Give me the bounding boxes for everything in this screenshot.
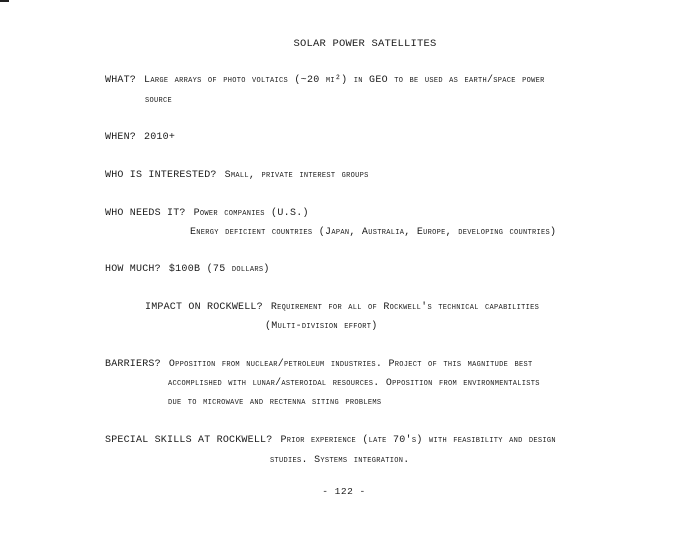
who-interested-value: Small, private interest groups [224, 170, 369, 181]
who-needs-label: WHO NEEDS IT? [105, 208, 186, 219]
special-skills-row [105, 435, 556, 447]
barriers-line-2: accomplished with lunar/asteroidal resources. Opposition from environmentalists [168, 378, 540, 389]
special-skills-label: SPECIAL SKILLS AT ROCKWELL? [105, 435, 273, 446]
how-much-label: HOW MUCH? [105, 264, 161, 275]
when-label: WHEN? [105, 132, 137, 143]
who-interested-row [105, 170, 369, 182]
barriers-label: BARRIERS? [105, 359, 161, 370]
how-much-value: $100B (75 dollars) [168, 264, 270, 275]
what-text-line-2: source [145, 95, 173, 106]
how-much-row [105, 264, 270, 276]
barriers-row [105, 359, 532, 371]
what-row [105, 75, 545, 87]
who-needs-line-1: Power companies (U.S.) [193, 208, 309, 219]
document-title: SOLAR POWER SATELLITES [293, 38, 437, 50]
what-text-line-1: Large arrays of photo voltaics (~20 mi²) in GEO to be used as earth/space power [144, 75, 545, 86]
impact-row [145, 302, 539, 314]
special-skills-line-2: studies. Systems integration. [270, 455, 410, 466]
impact-line-1: Requirement for all of Rockwell's technical capabilities [270, 302, 540, 313]
page-number: - 122 - [322, 486, 366, 497]
when-value: 2010+ [144, 132, 176, 143]
who-needs-row [105, 208, 309, 220]
impact-label: IMPACT ON ROCKWELL? [145, 302, 263, 313]
barriers-line-1: Opposition from nuclear/petroleum industries. Project of this magnitude best [168, 359, 533, 370]
who-needs-line-2: Energy deficient countries (Japan, Australia, Europe, developing countries) [190, 227, 557, 238]
scan-edge-mark [0, 0, 9, 2]
barriers-line-3: due to microwave and rectenna siting problems [168, 397, 382, 408]
what-label: WHAT? [105, 75, 137, 86]
special-skills-line-1: Prior experience (late 70's) with feasibility and design [280, 435, 556, 446]
who-interested-label: WHO IS INTERESTED? [105, 170, 217, 181]
impact-line-2: (Multi-division effort) [265, 321, 378, 332]
when-row [105, 132, 175, 144]
